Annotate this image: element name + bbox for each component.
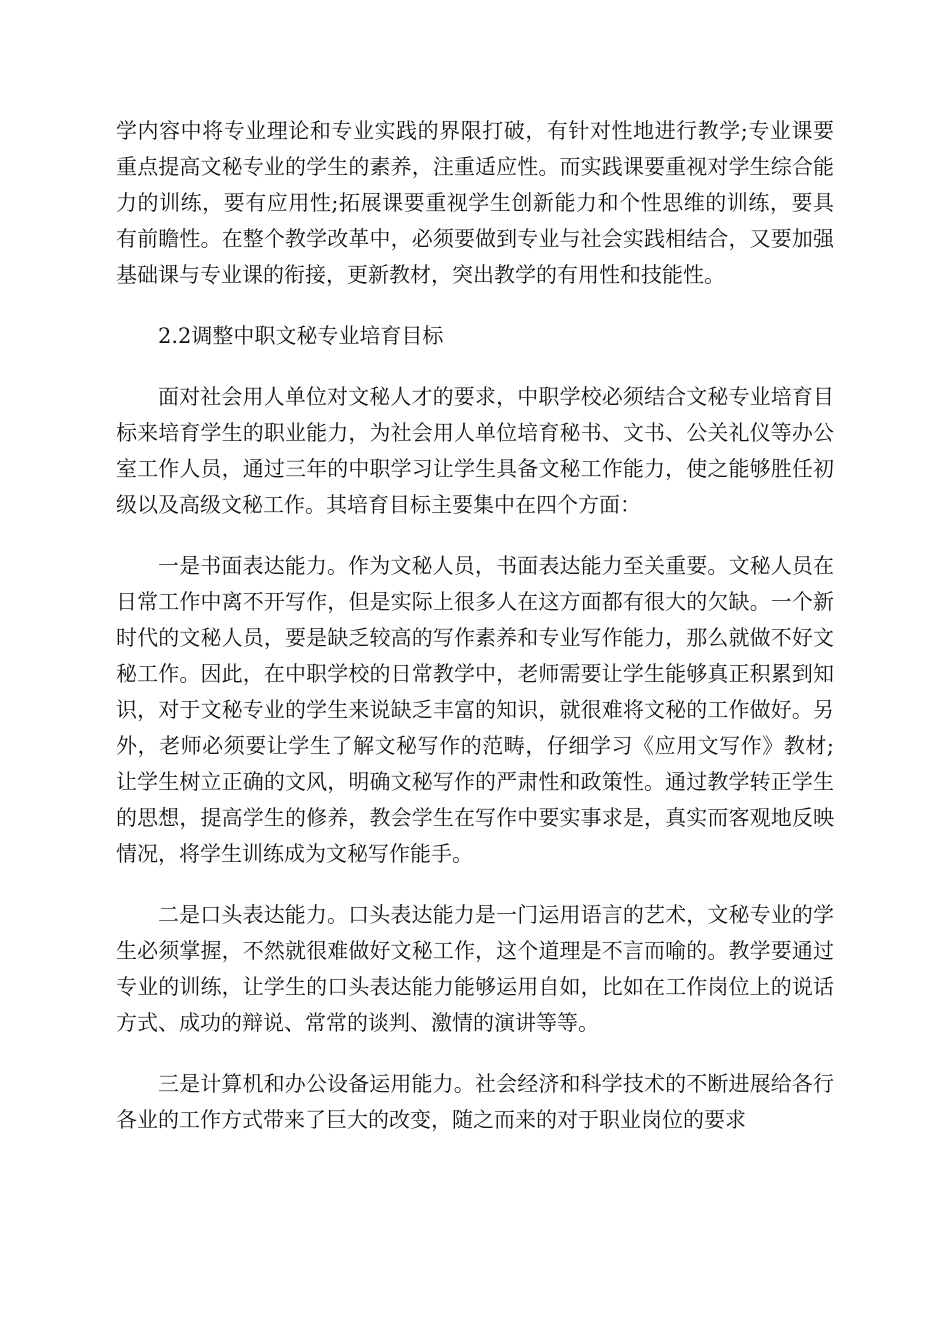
- paragraph-oral-expression: 二是口头表达能力。口头表达能力是一门运用语言的艺术，文秘专业的学生必须掌握，不然就很难做好文秘工作，这个道理是不言而喻的。教学要通过专业的训练，让学生的口头表达能力能够运用自如，比如在工作岗位上的说话方式、成功的辩说、常常的谈判、激情的演讲等等。: [116, 903, 834, 1035]
- paragraph-computer-skills: 三是计算机和办公设备运用能力。社会经济和科学技术的不断进展给各行各业的工作方式带来了巨大的改变，随之而来的对于职业岗位的要求: [116, 1072, 834, 1132]
- section-heading: 2.2调整中职文秘专业培育目标: [158, 324, 444, 348]
- document-body: [116, 113, 834, 1163]
- paragraph-written-expression: 一是书面表达能力。作为文秘人员，书面表达能力至关重要。文秘人员在日常工作中离不开写作，但是实际上很多人在这方面都有很大的欠缺。一个新时代的文秘人员，要是缺乏较高的写作素养和专业写作能力，那么就做不好文秘工作。因此，在中职学校的日常教学中，老师需要让学生能够真正积累到知识，对于文秘专业的学生来说缺乏丰富的知识，就很难将文秘的工作做好。另外，老师必须要让学生了解文秘写作的范畴，仔细学习《应用文写作》教材;让学生树立正确的文风，明确文秘写作的严肃性和政策性。通过教学转正学生的思想，提高学生的修养，教会学生在写作中要实事求是，真实而客观地反映情况，将学生训练成为文秘写作能手。: [116, 554, 834, 866]
- paragraph-training-goals: 面对社会用人单位对文秘人才的要求，中职学校必须结合文秘专业培育目标来培育学生的职业能力，为社会用人单位培育秘书、文书、公关礼仪等办公室工作人员，通过三年的中职学习让学生具备文秘工作能力，使之能够胜任初级以及高级文秘工作。其培育目标主要集中在四个方面：: [116, 385, 834, 517]
- paragraph-continued: 学内容中将专业理论和专业实践的界限打破，有针对性地进行教学;专业课要重点提高文秘专业的学生的素养，注重适应性。而实践课要重视对学生综合能力的训练，要有应用性;拓展课要重视学生创新能力和个性思维的训练，要具有前瞻性。在整个教学改革中，必须要做到专业与社会实践相结合，又要加强基础课与专业课的衔接，更新教材，突出教学的有用性和技能性。: [116, 119, 834, 287]
